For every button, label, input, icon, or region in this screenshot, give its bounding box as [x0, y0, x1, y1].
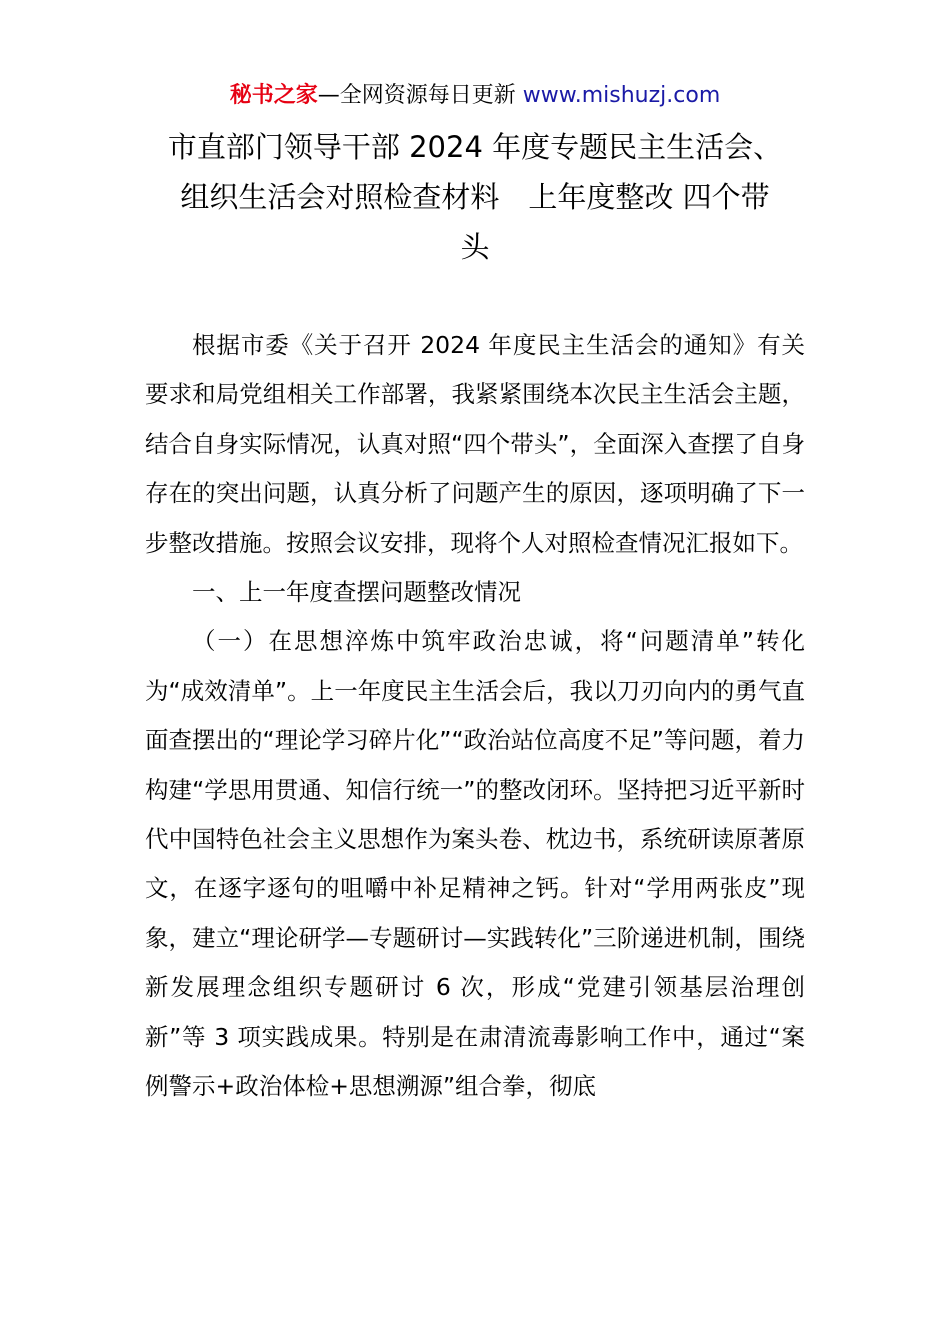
site-tagline: —全网资源每日更新 — [317, 83, 523, 108]
document-body — [145, 321, 805, 1112]
title-line-1: 市直部门领导干部 2024 年度专题民主生活会、 — [167, 130, 783, 164]
title-line-3: 头 — [460, 230, 490, 264]
document-title — [120, 122, 830, 272]
site-url-link[interactable]: www.mishuzj.com — [522, 83, 721, 108]
subsection-paragraph: （一）在思想淬炼中筑牢政治忠诚，将“问题清单”转化为“成效清单”。上一年度民主生活会后，我以刀刃向内的勇气直面查摆出的“理论学习碎片化”“政治站位高度不足”等问题，着力构建“学思用贯通、知信行统一”的整改闭环。坚持把习近平新时代中国特色社会主义思想作为案头卷、枕边书，系统研读原著原文，在逐字逐句的咀嚼中补足精神之钙。针对“学用两张皮”现象，建立“理论研学—专题研讨—实践转化”三阶递进机制，围绕新发展理念组织专题研讨 6 次，形成“党建引领基层治理创新”等 3 项实践成果。特别是在肃清流毒影响工作中，通过“案例警示+政治体检+思想溯源”组合拳，彻底 — [145, 627, 805, 1101]
site-header — [0, 80, 950, 112]
title-line-2: 组织生活会对照检查材料 上年度整改 四个带 — [180, 180, 770, 214]
section-heading: 一、上一年度查摆问题整改情况 — [192, 578, 521, 607]
site-name: 秘书之家 — [229, 83, 318, 108]
intro-paragraph: 根据市委《关于召开 2024 年度民主生活会的通知》有关要求和局党组相关工作部署，我紧紧围绕本次民主生活会主题，结合自身实际情况，认真对照“四个带头”，全面深入查摆了自身存在的突出问题，认真分析了问题产生的原因，逐项明确了下一步整改措施。按照会议安排，现将个人对照检查情况汇报如下。 — [145, 331, 805, 557]
